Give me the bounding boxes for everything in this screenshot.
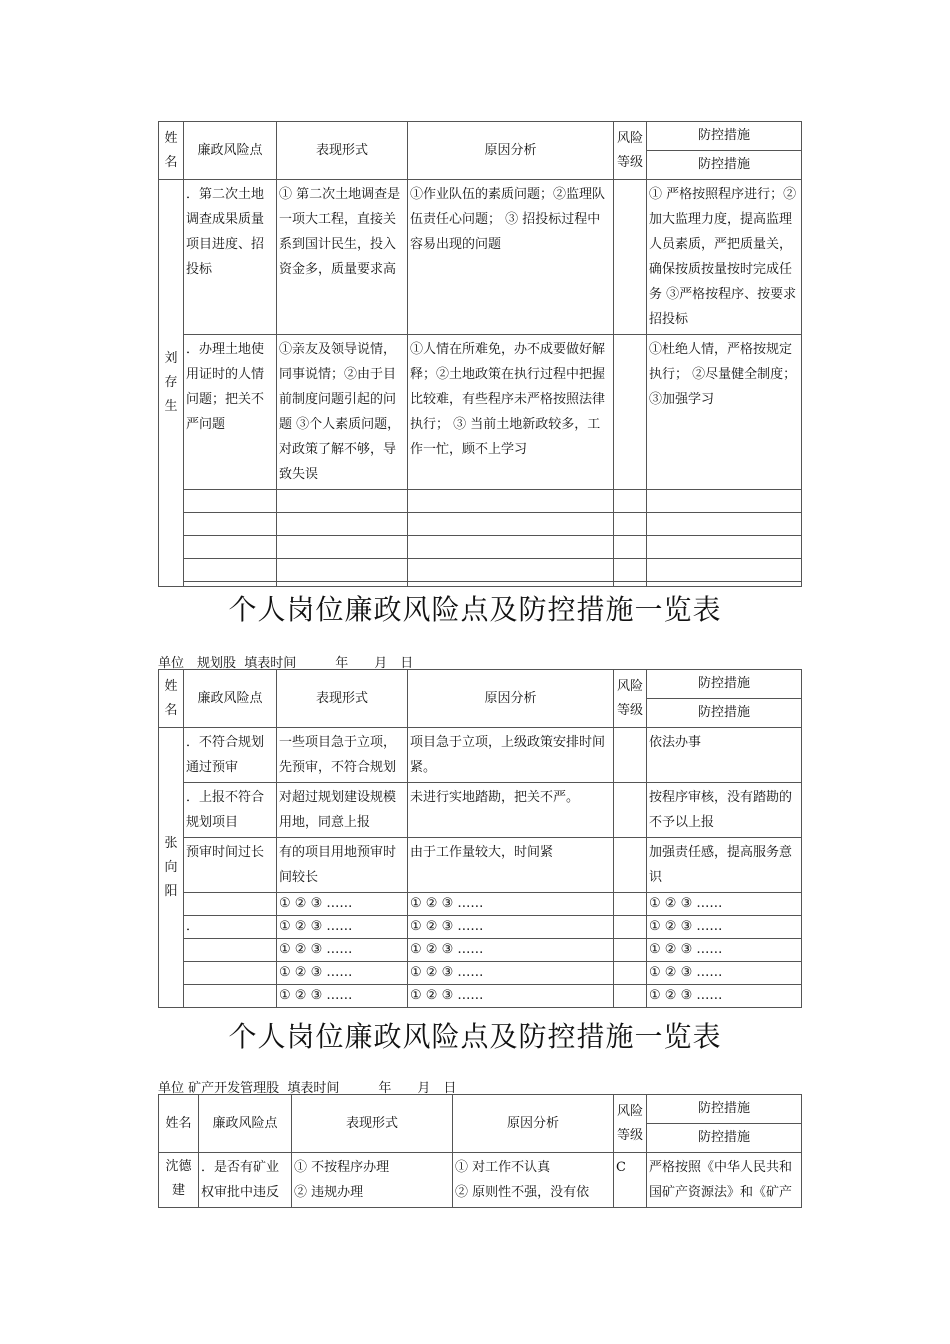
measure-cell: 依法办事: [647, 728, 802, 783]
header-measure: 防控措施: [647, 670, 802, 699]
cause-cell: 由于工作量较大，时间紧: [408, 838, 614, 893]
risk-point-cell: ．: [184, 916, 277, 939]
header-form: 表现形式: [277, 122, 408, 180]
header-measure: 防控措施: [647, 151, 802, 180]
measure-cell: 按程序审核，没有踏勘的不予以上报: [647, 783, 802, 838]
risk-point-cell: ．上报不符合规划项目: [184, 783, 277, 838]
measure-cell: ① ② ③ ……: [647, 962, 802, 985]
measure-cell: ① ② ③ ……: [647, 916, 802, 939]
person-name: 刘存生: [159, 180, 184, 587]
unit-line: 单位 矿产开发管理股 填表时间 年 月 日: [158, 1081, 457, 1096]
header-risk-point: 廉政风险点: [184, 122, 277, 180]
risk-point-cell: ．是否有矿业权审批中违反: [199, 1153, 292, 1208]
form-cell: ① ② ③ ……: [277, 985, 408, 1008]
header-form: 表现形式: [277, 670, 408, 728]
empty-row: [159, 536, 802, 559]
cause-cell: ① ② ③ ……: [408, 939, 614, 962]
cause-cell: ① ② ③ ……: [408, 916, 614, 939]
form-cell: ① 不按程序办理 ② 违规办理: [292, 1153, 453, 1208]
header-name: 姓名: [159, 1095, 199, 1153]
cause-cell: ① 对工作不认真 ② 原则性不强，没有依: [453, 1153, 614, 1208]
cause-cell: 项目急于立项，上级政策安排时间紧。: [408, 728, 614, 783]
cause-cell: ① ② ③ ……: [408, 985, 614, 1008]
measure-cell: ① ② ③ ……: [647, 893, 802, 916]
risk-table-1: [158, 121, 802, 587]
header-cause: 原因分析: [453, 1095, 614, 1153]
form-cell: ①亲友及领导说情，同事说情；②由于目前制度问题引起的问题 ③个人素质问题，对政策了解不够，导致失误: [277, 335, 408, 490]
header-level: 风险等级: [614, 1095, 647, 1153]
page-title: 个人岗位廉政风险点及防控措施一览表: [228, 593, 722, 626]
risk-point-cell: [184, 939, 277, 962]
level-cell: [614, 939, 647, 962]
person-name: 张向阳: [159, 728, 184, 1008]
risk-table-3: [158, 1094, 802, 1208]
person-name: 沈德建: [159, 1153, 199, 1208]
cause-cell: ① ② ③ ……: [408, 893, 614, 916]
form-cell: ① ② ③ ……: [277, 939, 408, 962]
empty-row: [159, 490, 802, 513]
measure-cell: ① ② ③ ……: [647, 985, 802, 1008]
measure-cell: ① 严格按照程序进行；②加大监理力度，提高监理人员素质，严把质量关，确保按质按量按时完成任务 ③严格按程序、按要求招投标: [647, 180, 802, 335]
header-cause: 原因分析: [408, 122, 614, 180]
level-cell: [614, 838, 647, 893]
form-cell: ① ② ③ ……: [277, 916, 408, 939]
form-cell: 对超过规划建设规模用地，同意上报: [277, 783, 408, 838]
cause-cell: ①作业队伍的素质问题；②监理队伍责任心问题； ③ 招投标过程中容易出现的问题: [408, 180, 614, 335]
measure-cell: ① ② ③ ……: [647, 939, 802, 962]
risk-point-cell: [184, 962, 277, 985]
cause-cell: ① ② ③ ……: [408, 962, 614, 985]
level-cell: [614, 962, 647, 985]
level-cell: C: [614, 1153, 647, 1208]
header-risk-point: 廉政风险点: [199, 1095, 292, 1153]
risk-point-cell: [184, 893, 277, 916]
header-risk-point: 廉政风险点: [184, 670, 277, 728]
risk-point-cell: 预审时间过长: [184, 838, 277, 893]
risk-point-cell: ．不符合规划通过预审: [184, 728, 277, 783]
risk-point-cell: [184, 985, 277, 1008]
level-cell: [614, 180, 647, 335]
header-name: 姓名: [159, 122, 184, 180]
measure-cell: ①杜绝人情，严格按规定执行； ②尽量健全制度； ③加强学习: [647, 335, 802, 490]
header-name: 姓名: [159, 670, 184, 728]
level-cell: [614, 335, 647, 490]
level-cell: [614, 893, 647, 916]
header-measure: 防控措施: [647, 1095, 802, 1124]
header-cause: 原因分析: [408, 670, 614, 728]
header-level: 风险等级: [614, 670, 647, 728]
form-cell: ① ② ③ ……: [277, 962, 408, 985]
header-form: 表现形式: [292, 1095, 453, 1153]
header-measure: 防控措施: [647, 122, 802, 151]
level-cell: [614, 728, 647, 783]
header-measure: 防控措施: [647, 1124, 802, 1153]
form-cell: 有的项目用地预审时间较长: [277, 838, 408, 893]
form-cell: 一些项目急于立项，先预审，不符合规划: [277, 728, 408, 783]
form-cell: ① ② ③ ……: [277, 893, 408, 916]
cause-cell: 未进行实地踏勘，把关不严。: [408, 783, 614, 838]
empty-row: [159, 513, 802, 536]
empty-row: [159, 559, 802, 582]
header-level: 风险等级: [614, 122, 647, 180]
risk-table-2: [158, 669, 802, 1008]
risk-point-cell: ．办理土地使用证时的人情问题；把关不严问题: [184, 335, 277, 490]
unit-line: 单位 规划股 填表时间 年 月 日: [158, 656, 414, 671]
measure-cell: 加强责任感，提高服务意识: [647, 838, 802, 893]
level-cell: [614, 985, 647, 1008]
cause-cell: ①人情在所难免，办不成要做好解释；②土地政策在执行过程中把握比较难，有些程序未严格按照法律执行； ③ 当前土地新政较多，工作一忙，顾不上学习: [408, 335, 614, 490]
risk-point-cell: ．第二次土地调查成果质量项目进度、招投标: [184, 180, 277, 335]
page-title: 个人岗位廉政风险点及防控措施一览表: [228, 1020, 722, 1053]
header-measure: 防控措施: [647, 699, 802, 728]
level-cell: [614, 783, 647, 838]
form-cell: ① 第二次土地调查是一项大工程，直接关系到国计民生，投入资金多，质量要求高: [277, 180, 408, 335]
level-cell: [614, 916, 647, 939]
measure-cell: 严格按照《中华人民共和国矿产资源法》和《矿产: [647, 1153, 802, 1208]
